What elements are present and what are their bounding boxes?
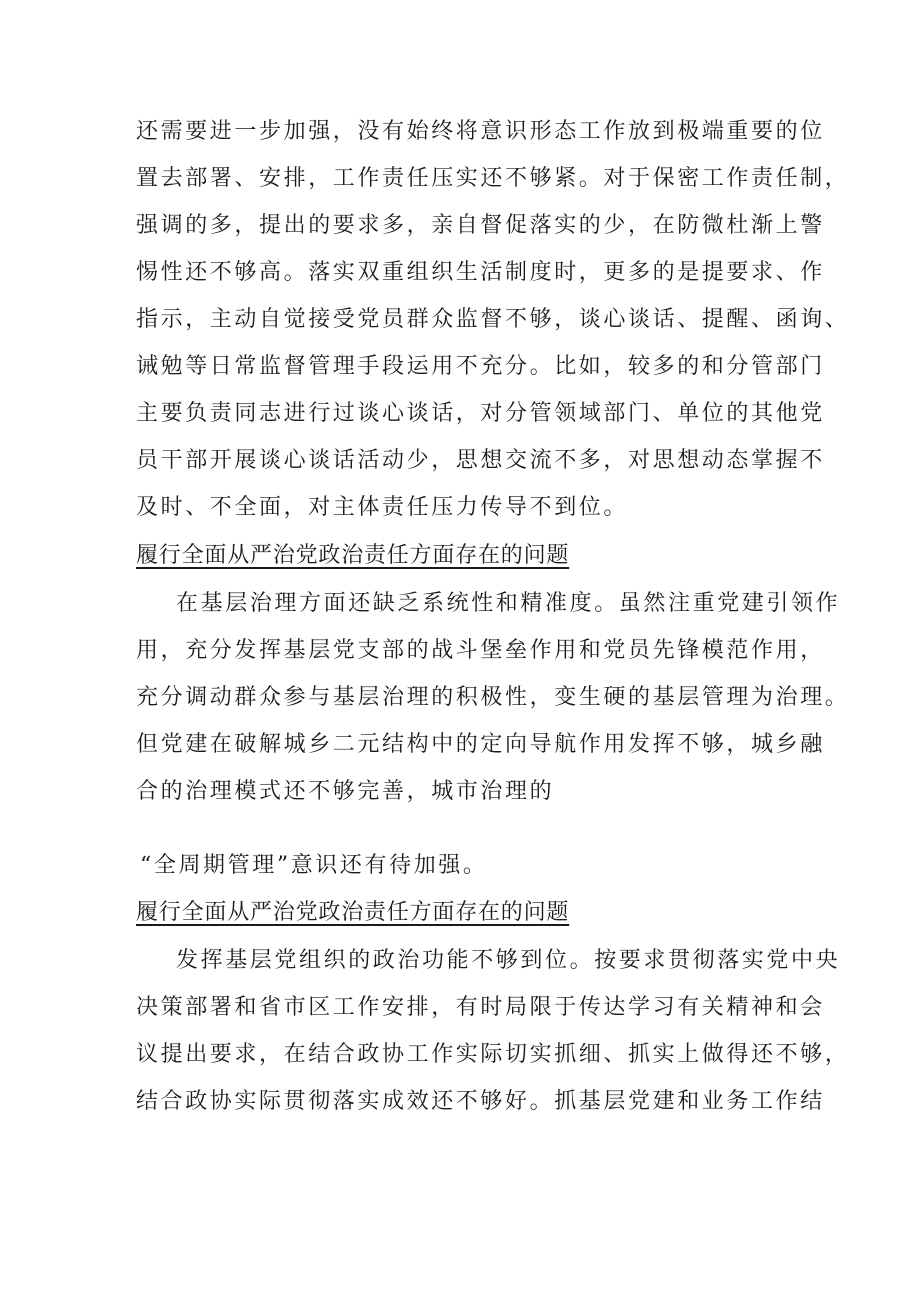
text-line: 决策部署和省市区工作安排，有时局限于传达学习有关精神和会 [136,995,825,1020]
text-line: 置去部署、安排，工作责任压实还不够紧。对于保密工作责任制， [136,166,850,191]
text-line: 合的治理模式还不够完善，城市治理的 [136,779,555,804]
text-line: 在基层治理方面还缺乏系统性和精准度。虽然注重党建引领作 [176,591,841,616]
text-line: 强调的多，提出的要求多，亲自督促落实的少，在防微杜渐上警 [136,213,825,238]
text-line: 充分调动群众参与基层治理的积极性，变生硬的基层管理为治理。 [136,685,850,710]
text-line: 员干部开展谈心谈话活动少，思想交流不多，对思想动态掌握不 [136,448,825,473]
text-line: 及时、不全面，对主体责任压力传导不到位。 [136,495,629,520]
text-line: 发挥基层党组织的政治功能不够到位。按要求贯彻落实党中央 [176,948,841,973]
section-heading: 履行全面从严治党政治责任方面存在的问题 [136,900,570,925]
text-line: 诫勉等日常监督管理手段运用不充分。比如，较多的和分管部门 [136,354,825,379]
text-line: 指示，主动自觉接受党员群众监督不够，谈心谈话、提醒、函询、 [136,307,850,332]
text-line: 但党建在破解城乡二元结构中的定向导航作用发挥不够，城乡融 [136,732,825,757]
section-heading: 履行全面从严治党政治责任方面存在的问题 [136,543,570,568]
text-line: 还需要进一步加强，没有始终将意识形态工作放到极端重要的位 [136,119,825,144]
text-line: 用，充分发挥基层党支部的战斗堡垒作用和党员先锋模范作用， [136,638,825,663]
text-line: 惕性还不够高。落实双重组织生活制度时，更多的是提要求、作 [136,260,825,285]
text-line: “全周期管理”意识还有待加强。 [140,853,488,878]
text-line: 主要负责同志进行过谈心谈话，对分管领域部门、单位的其他党 [136,401,825,426]
text-line: 结合政协实际贯彻落实成效还不够好。抓基层党建和业务工作结 [136,1089,825,1114]
text-line: 议提出要求，在结合政协工作实际切实抓细、抓实上做得还不够， [136,1042,850,1067]
